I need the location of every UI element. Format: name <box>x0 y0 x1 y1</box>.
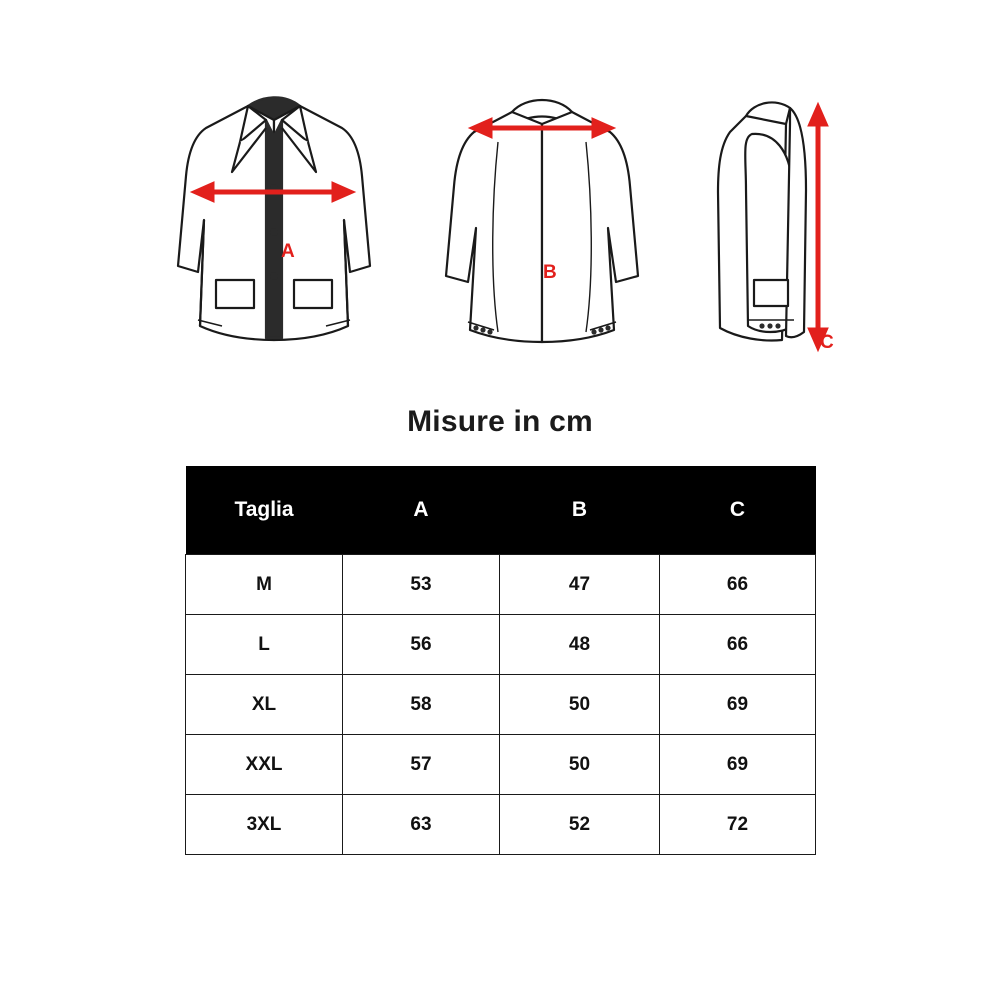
cell-a: 53 <box>343 555 500 615</box>
cell-c: 66 <box>660 555 816 615</box>
cell-size: XL <box>186 675 343 735</box>
cell-a: 57 <box>343 735 500 795</box>
measurement-marker-a: A <box>281 241 295 262</box>
cell-a: 56 <box>343 615 500 675</box>
table-row <box>186 615 816 675</box>
column-header-a: A <box>343 466 500 555</box>
cell-b: 47 <box>500 555 660 615</box>
cell-a: 58 <box>343 675 500 735</box>
garment-illustrations <box>0 80 1000 380</box>
cell-c: 72 <box>660 795 816 855</box>
cell-size: M <box>186 555 343 615</box>
cell-b: 52 <box>500 795 660 855</box>
table-row <box>186 675 816 735</box>
measurement-marker-b: B <box>543 262 557 283</box>
jacket-back-view <box>440 80 650 375</box>
table-row <box>186 795 816 855</box>
cell-a: 63 <box>343 795 500 855</box>
column-header-c: C <box>660 466 816 555</box>
measurement-marker-c: C <box>820 332 834 353</box>
size-table <box>185 466 816 855</box>
table-header-row <box>186 466 816 555</box>
column-header-size: Taglia <box>186 466 343 555</box>
column-header-b: B <box>500 466 660 555</box>
cell-size: XXL <box>186 735 343 795</box>
cell-c: 69 <box>660 675 816 735</box>
jacket-side-view <box>690 80 870 375</box>
jacket-front-view <box>170 80 400 375</box>
table-row <box>186 735 816 795</box>
cell-c: 69 <box>660 735 816 795</box>
cell-b: 48 <box>500 615 660 675</box>
units-caption: Misure in cm <box>407 405 593 438</box>
cell-b: 50 <box>500 675 660 735</box>
cell-b: 50 <box>500 735 660 795</box>
table-row <box>186 555 816 615</box>
cell-size: L <box>186 615 343 675</box>
cell-c: 66 <box>660 615 816 675</box>
cell-size: 3XL <box>186 795 343 855</box>
